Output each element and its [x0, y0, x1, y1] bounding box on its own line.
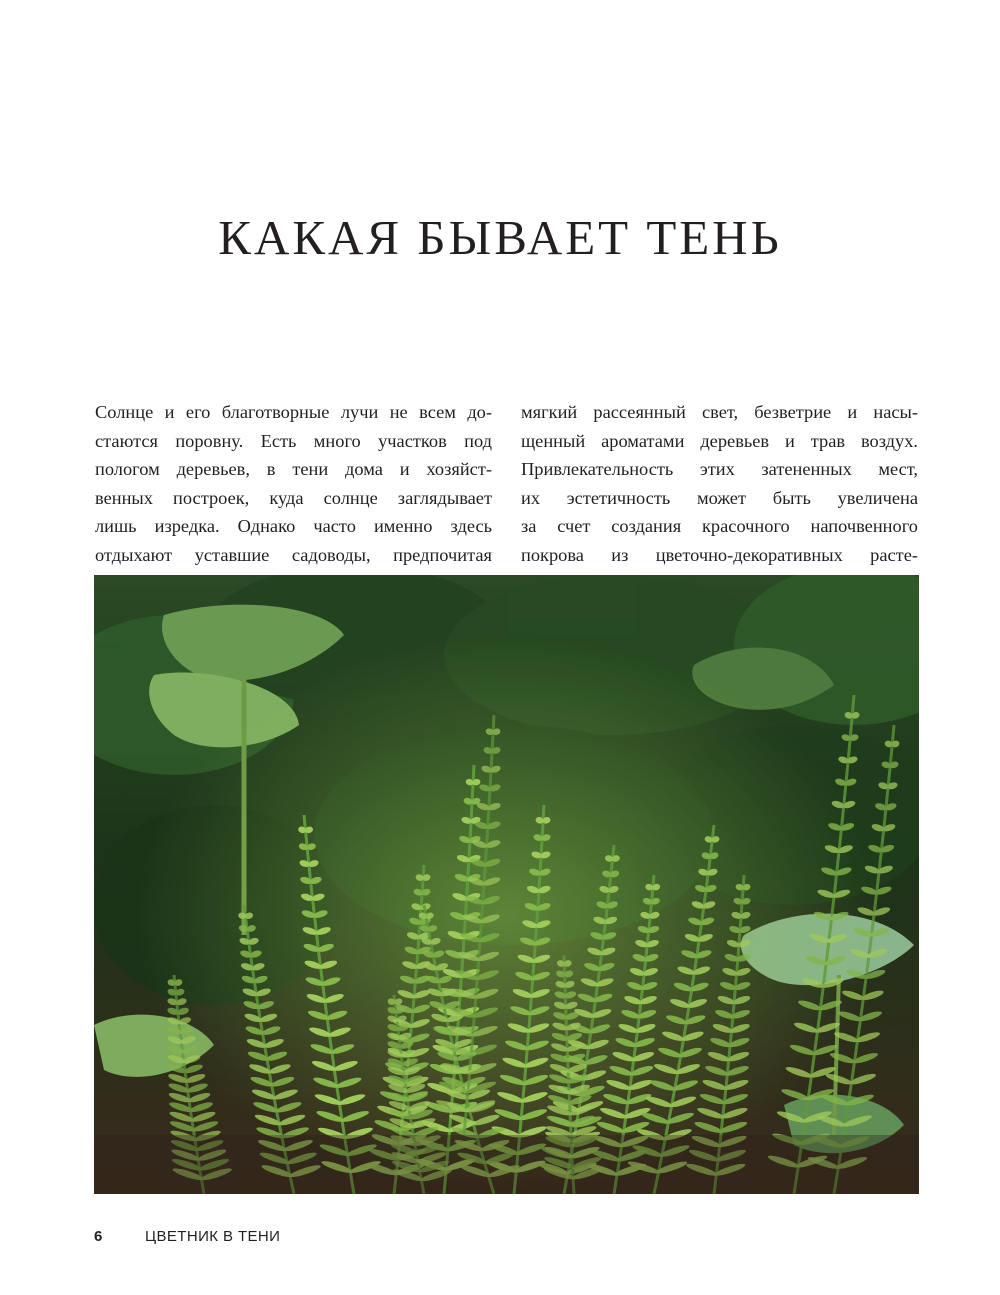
- fern-photo-illustration: [94, 575, 919, 1194]
- body-text-line: их эстетичность может быть увеличена: [521, 487, 918, 508]
- body-text-line: за счет создания красочного напочвенного: [521, 516, 918, 537]
- body-text-line: стаются поровну. Есть много участков под: [95, 430, 492, 451]
- body-text-line: пологом деревьев, в тени дома и хозяйст-: [95, 459, 492, 480]
- chapter-title: КАКАЯ БЫВАЕТ ТЕНЬ: [218, 210, 782, 265]
- body-text-line: лишь изредка. Однако часто именно здесь: [95, 516, 492, 537]
- fern-garden-photo: [94, 575, 919, 1194]
- body-text-line: щенный ароматами деревьев и трав воздух.: [521, 430, 918, 451]
- body-text-line: Привлекательность этих затененных мест,: [521, 459, 918, 480]
- body-text-line: отдыхают уставшие садоводы, предпочитая: [95, 544, 492, 565]
- body-text-line: покрова из цветочно-декоративных расте-: [521, 544, 918, 565]
- page-number: 6: [94, 1228, 103, 1245]
- body-text-column-right: [521, 398, 918, 570]
- body-text-line: Солнце и его благотворные лучи не всем до-: [95, 402, 492, 422]
- body-text-line: венных построек, куда солнце заглядывает: [95, 487, 492, 508]
- body-text-line: мягкий рассеянный свет, безветрие и насы-: [521, 402, 918, 422]
- running-title: ЦВЕТНИК В ТЕНИ: [145, 1228, 281, 1245]
- body-text-column-left: [95, 398, 492, 570]
